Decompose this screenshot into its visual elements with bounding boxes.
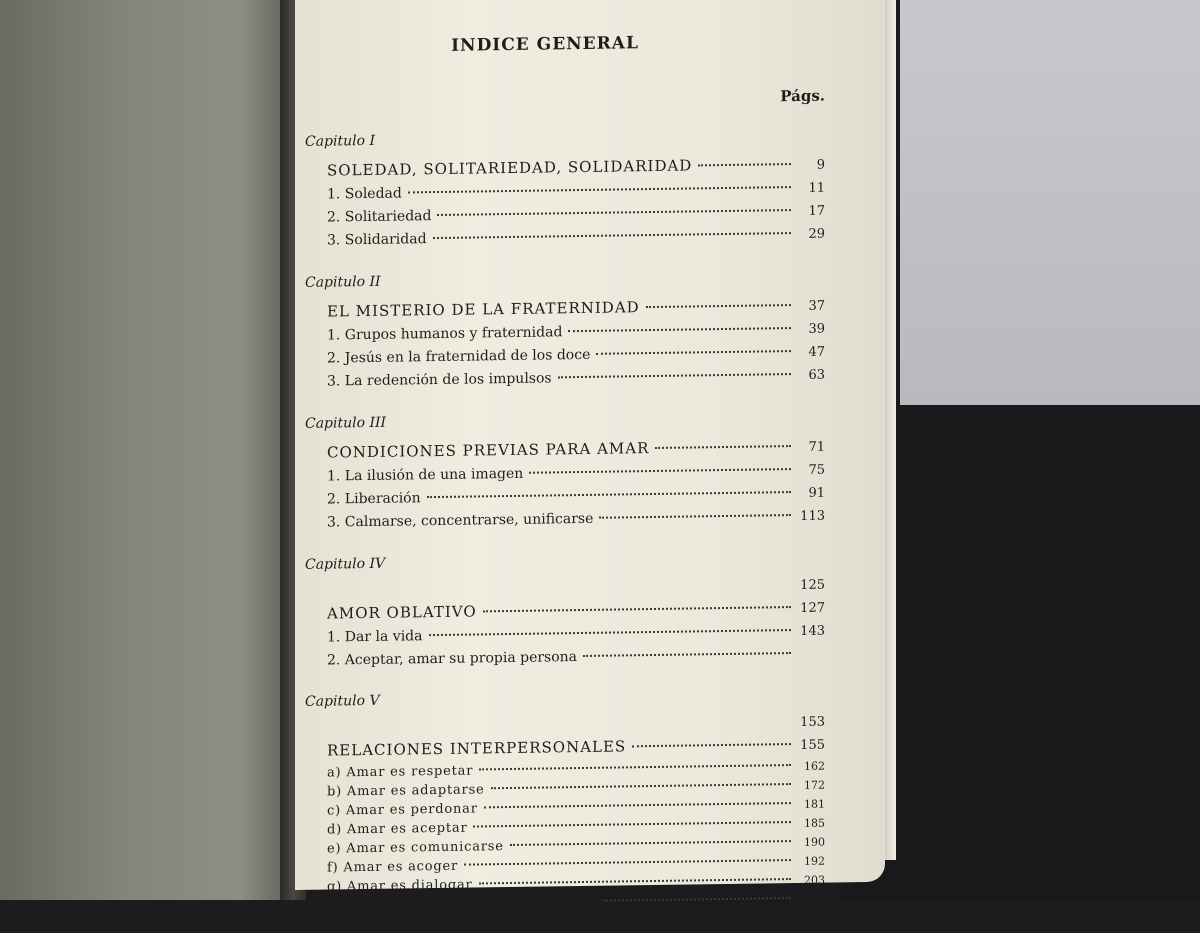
dot-leader bbox=[408, 186, 791, 193]
entry-title: f) Amar es acoger bbox=[305, 857, 458, 878]
background-wall bbox=[900, 0, 1200, 405]
entry-title: 1. Soledad bbox=[305, 183, 402, 206]
entry-title: 2. Liberación bbox=[305, 487, 421, 511]
entry-page-number: 37 bbox=[797, 296, 825, 318]
entry-page-number: 75 bbox=[797, 460, 825, 482]
entry-title: 2. Jesús en la fraternidad de los doce bbox=[305, 344, 590, 370]
chapter-lead-page: 153 bbox=[305, 713, 825, 740]
chapter-section bbox=[305, 268, 825, 394]
dot-leader bbox=[433, 232, 791, 239]
dot-leader bbox=[473, 821, 791, 827]
entry-page-number: 71 bbox=[797, 437, 825, 459]
chapter-label: Capitulo IV bbox=[305, 550, 825, 573]
entry-title: AMOR OBLATIVO bbox=[305, 600, 477, 624]
entry-title: 1. La ilusión de una imagen bbox=[305, 463, 523, 488]
dot-leader bbox=[698, 163, 791, 166]
entry-title: SOLEDAD, SOLITARIEDAD, SOLIDARIDAD bbox=[305, 154, 692, 181]
entry-title: h) Amar es asumir al hermano difícil bbox=[305, 893, 597, 916]
entry-title: c) Amar es perdonar bbox=[305, 799, 478, 820]
entry-title: e) Amar es comunicarse bbox=[305, 837, 504, 859]
chapter-list bbox=[305, 127, 825, 916]
entry-page-number: 203 bbox=[797, 871, 825, 890]
dot-leader bbox=[491, 783, 791, 789]
entry-title: 1. Dar la vida bbox=[305, 625, 423, 649]
entry-page-number: 143 bbox=[797, 621, 825, 643]
entry-page-number: 11 bbox=[797, 178, 825, 200]
dot-leader bbox=[437, 209, 791, 216]
entry-page-number: 155 bbox=[797, 735, 825, 757]
chapter-label: Capitulo III bbox=[305, 409, 825, 432]
entry-page-number: 91 bbox=[797, 483, 825, 505]
dot-leader bbox=[655, 445, 791, 449]
entry-title: RELACIONES INTERPERSONALES bbox=[305, 735, 626, 761]
entry-title: CONDICIONES PREVIAS PARA AMAR bbox=[305, 437, 649, 464]
chapter-section bbox=[305, 409, 825, 535]
entry-page-number: 172 bbox=[797, 776, 825, 795]
entry-title: a) Amar es respetar bbox=[305, 762, 473, 783]
chapter-lead-page: 125 bbox=[305, 576, 825, 603]
entry-title: b) Amar es adaptarse bbox=[305, 780, 485, 802]
entry-page-number: 63 bbox=[797, 365, 825, 387]
entry-title: 2. Solitariedad bbox=[305, 205, 431, 229]
entry-page-number: 190 bbox=[797, 833, 825, 852]
dot-leader bbox=[479, 878, 791, 884]
dot-leader bbox=[599, 514, 791, 519]
dot-leader bbox=[484, 802, 791, 808]
dot-leader bbox=[483, 606, 791, 612]
entry-page-number: 127 bbox=[797, 598, 825, 620]
dot-leader bbox=[583, 652, 791, 657]
dot-leader bbox=[427, 491, 791, 498]
book-page bbox=[295, 0, 885, 890]
dot-leader bbox=[646, 304, 791, 308]
left-page bbox=[0, 0, 300, 900]
chapter-label: Capitulo II bbox=[305, 268, 825, 291]
entry-title: 3. La redención de los impulsos bbox=[305, 367, 552, 392]
pags-header: Págs. bbox=[305, 87, 825, 112]
dot-leader bbox=[603, 897, 791, 902]
entry-page-number: 47 bbox=[797, 342, 825, 364]
entry-title: 2. Aceptar, amar su propia persona bbox=[305, 646, 577, 672]
entry-page-number: 162 bbox=[797, 757, 825, 776]
chapter-label: Capitulo I bbox=[305, 127, 825, 150]
entry-page-number: 9 bbox=[797, 155, 825, 177]
dot-leader bbox=[529, 468, 791, 474]
dot-leader bbox=[429, 629, 792, 636]
chapter-section bbox=[305, 127, 825, 253]
entry-page-number: 17 bbox=[797, 201, 825, 223]
entry-title: g) Amar es dialogar bbox=[305, 876, 473, 897]
page-title: INDICE GENERAL bbox=[285, 31, 805, 58]
entry-title: 1. Grupos humanos y fraternidad bbox=[305, 321, 562, 347]
dot-leader bbox=[510, 840, 791, 846]
dot-leader bbox=[568, 327, 791, 332]
chapter-section bbox=[305, 550, 825, 672]
entry-title: 3. Solidaridad bbox=[305, 228, 427, 252]
dot-leader bbox=[596, 350, 791, 355]
entry-page-number: 39 bbox=[797, 319, 825, 341]
entry-title: EL MISTERIO DE LA FRATERNIDAD bbox=[305, 296, 640, 323]
entry-page-number: 185 bbox=[797, 814, 825, 833]
entry-page-number: 192 bbox=[797, 852, 825, 871]
entry-title: 3. Calmarse, concentrarse, unificarse bbox=[305, 508, 593, 534]
dot-leader bbox=[632, 743, 791, 747]
entry-page-number: 29 bbox=[797, 224, 825, 246]
chapter-label: Capitulo V bbox=[305, 687, 825, 710]
dot-leader bbox=[479, 764, 791, 770]
entry-page-number: 181 bbox=[797, 795, 825, 814]
dot-leader bbox=[464, 859, 791, 866]
dot-leader bbox=[558, 373, 791, 378]
chapter-section bbox=[305, 687, 825, 916]
entry-page-number: 221 bbox=[797, 890, 825, 909]
conclusion-entry: Conclusión: Sube Conmigo bbox=[305, 911, 825, 933]
entry-title: d) Amar es aceptar bbox=[305, 819, 467, 840]
table-of-contents bbox=[305, 21, 825, 933]
entry-page-number: 113 bbox=[797, 506, 825, 528]
